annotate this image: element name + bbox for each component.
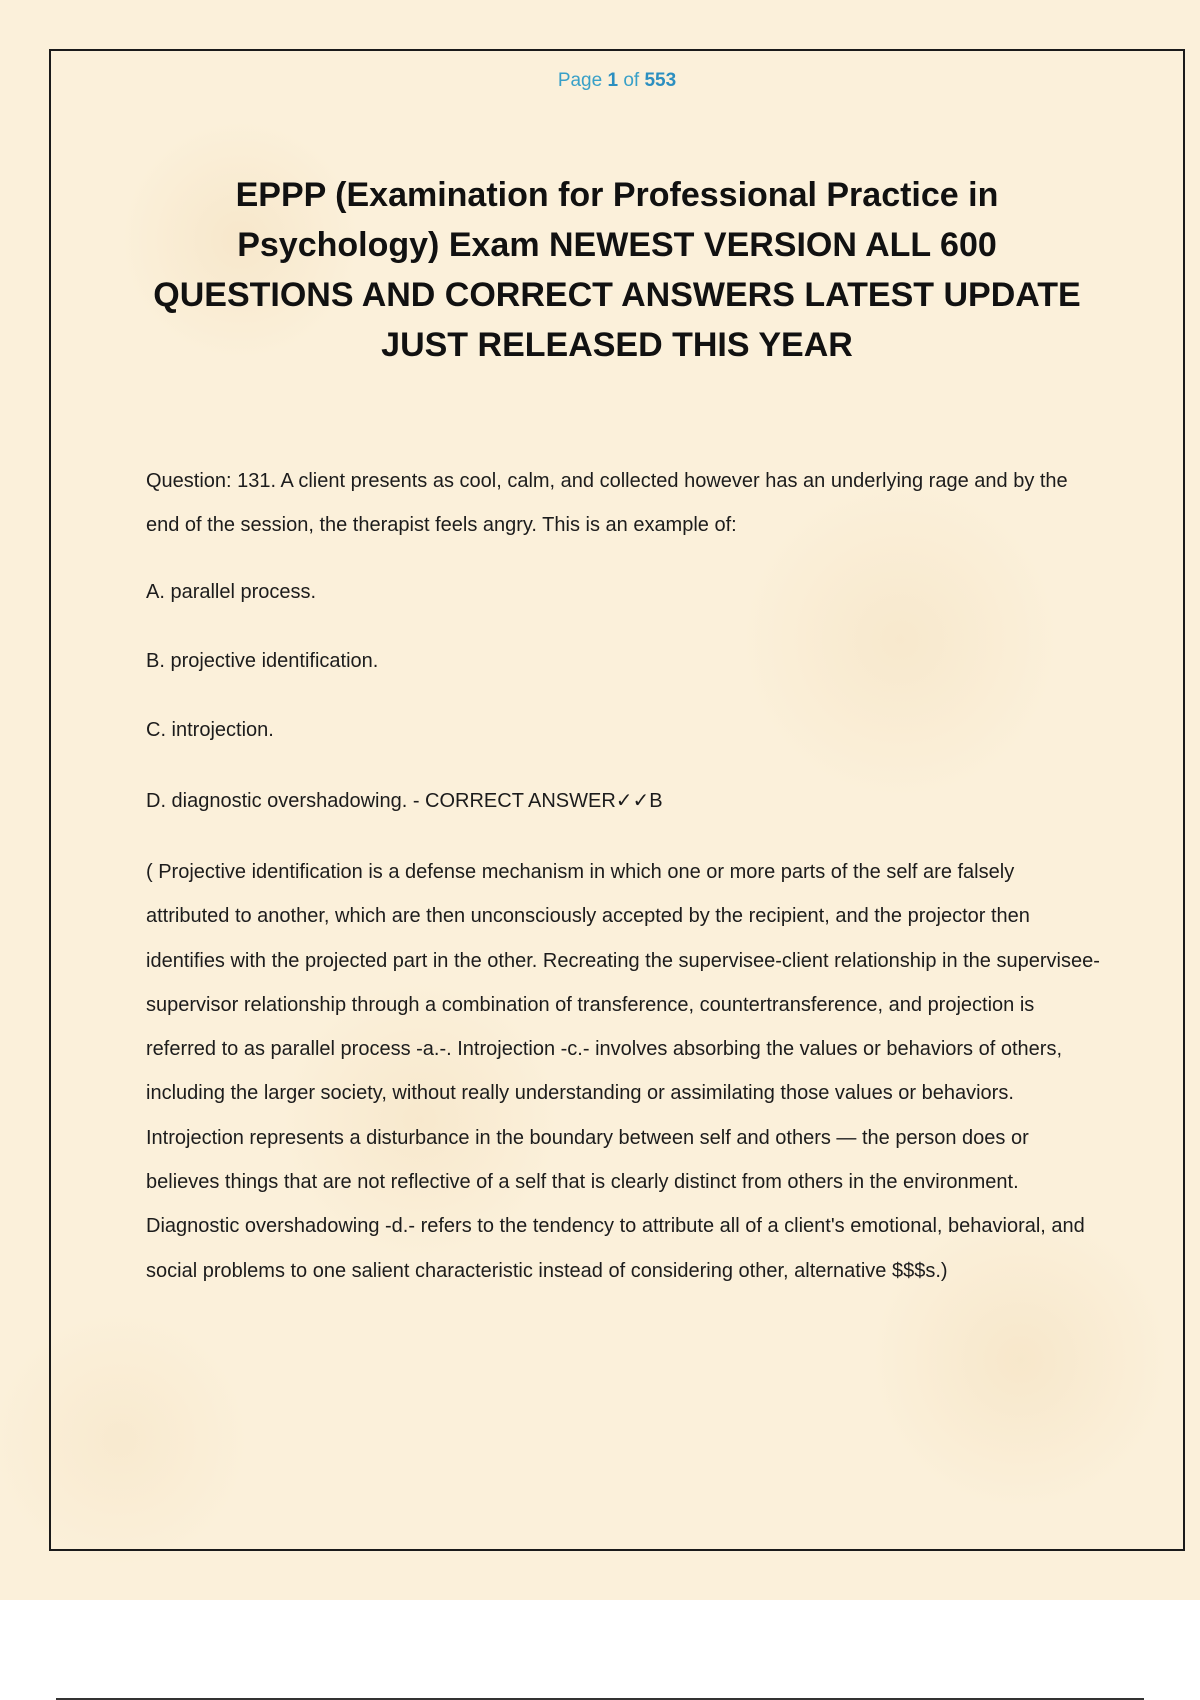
page-total: 553 xyxy=(644,70,677,91)
answer-explanation: ( Projective identification is a defense mechanism in which one or more parts of the self are falsely attributed to another, which are then unconsciously accepted by the recipient, and the projector then identifies with the projected part in the other. Recreating the supervisee-client relationship in the supervisee-supervisor relationship through a combination of transference, countertransference, and projection is referred to as parallel process -a.-. Introjection -c.- involves absorbing the values or behaviors of others, including the larger society, without really understanding or assimilating those values or behaviors. Introjection represents a disturbance in the boundary between self and others — the person does or believes things that are not reflective of a self that is clearly distinct from others in the environment. Diagnostic overshadowing -d.- refers to the tendency to attribute all of a client's emotional, behavioral, and social problems to one salient characteristic instead of considering other, alternative $$$s.) xyxy=(146,861,1100,1282)
page-indicator xyxy=(0,70,1200,92)
option-d-with-answer: D. diagnostic overshadowing. - CORRECT ANSWER✓✓B xyxy=(146,790,663,812)
page-prefix: Page xyxy=(557,70,603,91)
page-current: 1 xyxy=(607,70,619,91)
question-text: Question: 131. A client presents as cool, calm, and collected however has an underlying rage and by the end of the session, the therapist feels angry. This is an example of: xyxy=(146,470,1068,536)
question-block xyxy=(146,459,1101,1293)
option-c: C. introjection. xyxy=(146,719,274,741)
page-of-word: of xyxy=(623,70,640,91)
option-a: A. parallel process. xyxy=(146,581,317,603)
option-b: B. projective identification. xyxy=(146,650,379,672)
document-title: EPPP (Examination for Professional Practice in Psychology) Exam NEWEST VERSION ALL 600 QUESTIONS AND CORRECT ANSWERS LATEST UPDATE JUST RELEASED THIS YEAR xyxy=(153,176,1081,364)
